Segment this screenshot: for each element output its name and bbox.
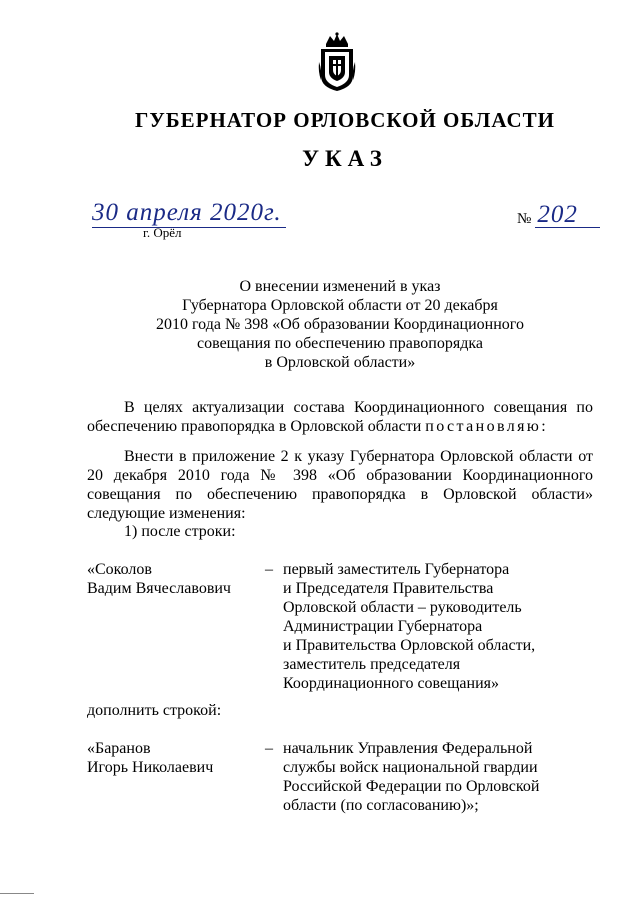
add-line-label: дополнить строкой: — [87, 702, 222, 719]
decree-word: постановляю: — [425, 418, 549, 435]
subject-line: Губернатора Орловской области от 20 декабря — [182, 297, 498, 314]
entry-dash: – — [265, 561, 273, 578]
subject-line: О внесении изменений в указ — [239, 278, 441, 295]
entry-position — [283, 739, 603, 815]
entry-existing — [87, 560, 597, 695]
position-line: Администрации Губернатора — [283, 618, 483, 635]
handwritten-date: 30 апреля 2020г. — [92, 199, 286, 228]
subject-line: совещания по обеспечению правопорядка — [197, 335, 483, 352]
position-line: и Председателя Правительства — [283, 580, 494, 597]
position-line: Координационного совещания» — [283, 675, 500, 692]
position-line: области (по согласованию)»; — [283, 797, 479, 814]
document-number — [517, 203, 600, 228]
document-type: УКАЗ — [302, 146, 388, 171]
entry-name — [87, 739, 257, 777]
position-line: службы войск национальной гвардии — [283, 759, 538, 776]
position-line: первый заместитель Губернатора — [283, 561, 510, 578]
entry-surname: «Соколов — [87, 561, 152, 578]
entry-name — [87, 560, 257, 598]
position-line: заместитель председателя — [283, 656, 461, 673]
entry-position — [283, 560, 603, 693]
position-line: и Правительства Орловской области, — [283, 637, 536, 654]
position-line: Орловской области – руководитель — [283, 599, 522, 616]
issuing-authority: ГУБЕРНАТОР ОРЛОВСКОЙ ОБЛАСТИ — [134, 108, 556, 132]
entry-added — [87, 739, 597, 819]
entry-surname: «Баранов — [87, 740, 151, 757]
number-sign: № — [517, 211, 532, 227]
document-subject — [0, 277, 640, 372]
city-label: г. Орёл — [143, 225, 182, 240]
position-line: начальник Управления Федеральной — [283, 740, 533, 757]
entry-given-names: Игорь Николаевич — [87, 759, 214, 776]
subject-line: 2010 года № 398 «Об образовании Координационного — [156, 316, 524, 333]
coat-of-arms-icon — [318, 32, 356, 92]
item-1-label: 1) после строки: — [124, 523, 236, 540]
amendment-paragraph — [87, 447, 593, 523]
amendment-text: Внести в приложение 2 к указу Губернатора Орловской области от 20 декабря 2010 года № 398 «Об образовании Координационного совещания по обеспечению правопорядка в Орловской области» следующие изменения: — [87, 448, 593, 522]
subject-line: в Орловской области» — [264, 354, 416, 371]
preamble-text: В целях актуализации состава Координационного совещания по обеспечению правопорядка в Орловской области — [87, 399, 593, 435]
page-edge-mark — [0, 893, 34, 894]
handwritten-number: 202 — [535, 203, 600, 228]
position-line: Российской Федерации по Орловской — [283, 778, 540, 795]
entry-dash: – — [265, 740, 273, 757]
entry-given-names: Вадим Вячеславович — [87, 580, 231, 597]
preamble-paragraph — [87, 398, 593, 436]
